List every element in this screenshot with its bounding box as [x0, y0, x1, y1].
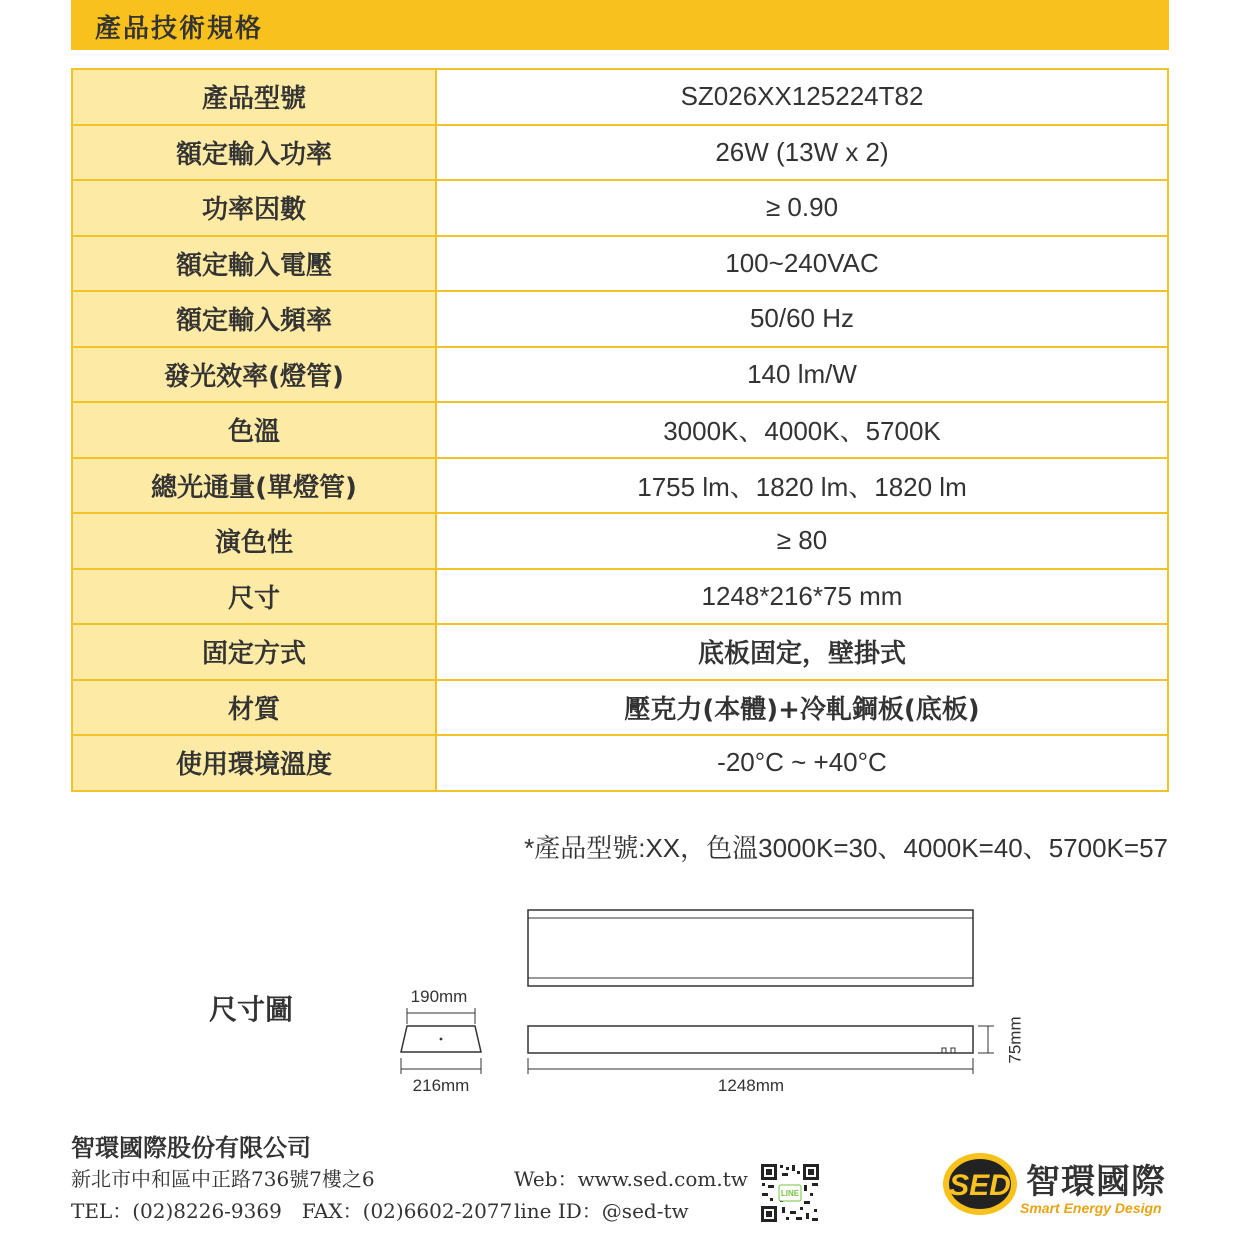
- spec-value: 140 lm/W: [436, 347, 1168, 403]
- height-label: 75mm: [1005, 1016, 1025, 1064]
- company-website[interactable]: Web：www.sed.com.tw: [514, 1167, 748, 1191]
- length-label: 1248mm: [717, 1076, 785, 1095]
- spec-header-title: 產品技術規格: [95, 14, 264, 44]
- spec-value: ≥ 80: [436, 513, 1168, 569]
- line-id: line ID：@sed-tw: [514, 1199, 689, 1223]
- brand-name-cn: 智環國際: [1026, 1162, 1166, 1202]
- spec-value: 26W (13W x 2): [436, 125, 1168, 181]
- spec-label: 固定方式: [72, 624, 436, 680]
- spec-label: 演色性: [72, 513, 436, 569]
- dimension-diagram-label: 尺寸圖: [209, 993, 294, 1026]
- logo-text: SED: [949, 1169, 1011, 1202]
- brand-name-en: Smart Energy Design: [1020, 1200, 1162, 1216]
- sed-logo-icon: [942, 1152, 1018, 1216]
- spec-label: 材質: [72, 680, 436, 736]
- spec-label: 發光效率(燈管): [72, 347, 436, 403]
- spec-label: 額定輸入電壓: [72, 236, 436, 292]
- top-view-outline: [528, 910, 973, 986]
- spec-label: 色溫: [72, 402, 436, 458]
- spec-label: 額定輸入功率: [72, 125, 436, 181]
- bottom-width-label: 216mm: [412, 1076, 470, 1095]
- line-qr-code-icon[interactable]: [760, 1163, 820, 1223]
- spec-label: 功率因數: [72, 180, 436, 236]
- spec-label: 額定輸入頻率: [72, 291, 436, 347]
- spec-value: ≥ 0.90: [436, 180, 1168, 236]
- spec-value: 壓克力(本體)+冷軋鋼板(底板): [436, 680, 1168, 736]
- company-phone-fax: TEL：(02)8226-9369 FAX：(02)6602-2077: [71, 1199, 513, 1223]
- company-name: 智環國際股份有限公司: [71, 1134, 311, 1162]
- spec-value: 50/60 Hz: [436, 291, 1168, 347]
- spec-value: -20°C ~ +40°C: [436, 735, 1168, 791]
- spec-value: 100~240VAC: [436, 236, 1168, 292]
- company-address: 新北市中和區中正路736號7樓之6: [71, 1167, 375, 1191]
- spec-value: 1755 lm、1820 lm、1820 lm: [436, 458, 1168, 514]
- spec-value: 1248*216*75 mm: [436, 569, 1168, 625]
- spec-value: 底板固定，壁掛式: [436, 624, 1168, 680]
- spec-label: 總光通量(單燈管): [72, 458, 436, 514]
- spec-value: 3000K、4000K、5700K: [436, 402, 1168, 458]
- side-view-outline: [528, 1026, 973, 1053]
- end-view-center-dot: [440, 1038, 443, 1041]
- top-width-label: 190mm: [410, 987, 468, 1006]
- spec-label: 使用環境溫度: [72, 735, 436, 791]
- model-note: *產品型號:XX，色溫3000K=30、4000K=40、5700K=57: [524, 833, 1168, 863]
- spec-label: 尺寸: [72, 569, 436, 625]
- qr-line-label: LINE: [780, 1189, 800, 1198]
- spec-value: SZ026XX125224T82: [436, 69, 1168, 125]
- spec-label: 產品型號: [72, 69, 436, 125]
